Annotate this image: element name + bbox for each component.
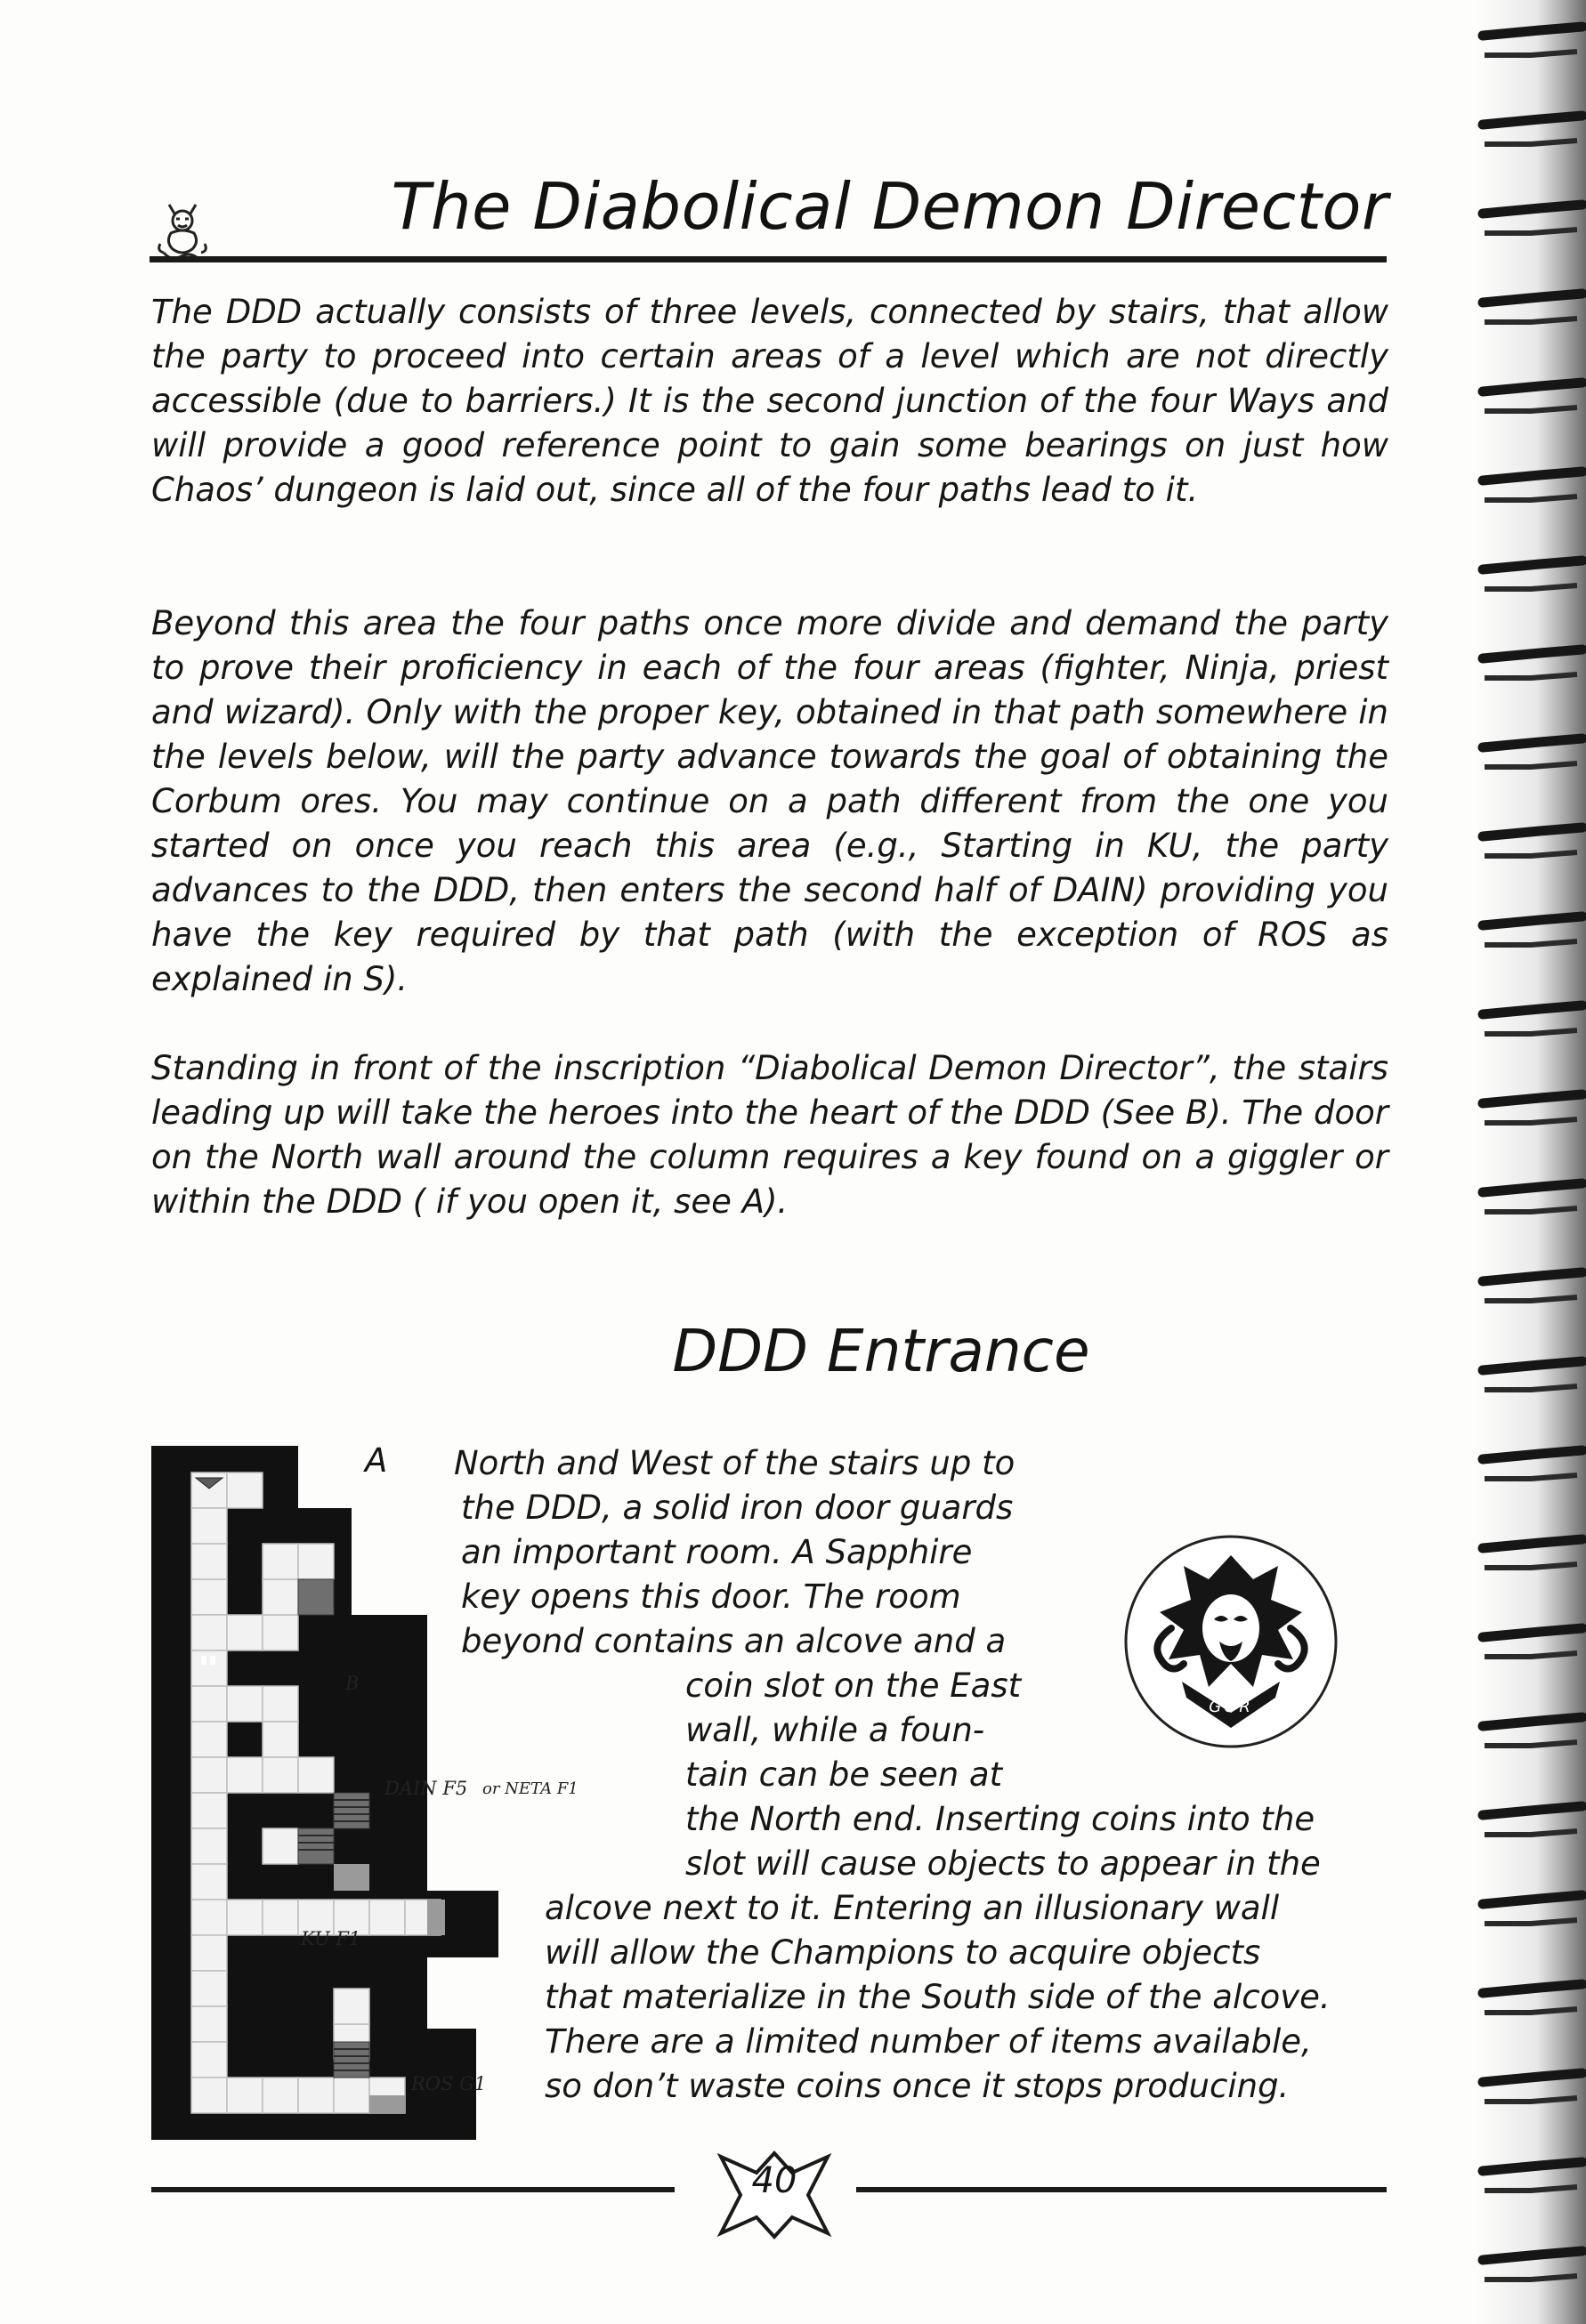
entry-line: There are a limited number of items available, xyxy=(545,2022,1312,2061)
spiral-binding xyxy=(1477,0,1586,2324)
entry-line: alcove next to it. Entering an illusionary wall xyxy=(545,1889,1280,1927)
page-title: The Diabolical Demon Director xyxy=(391,169,1388,244)
entry-line: North and West of the stairs up to xyxy=(454,1444,1016,1482)
map-label-neta: or NETA F1 xyxy=(482,1779,579,1798)
entry-line: will allow the Champions to acquire objects xyxy=(545,1933,1261,1972)
paragraph-inscription: Standing in front of the inscription “Diabolical Demon Director”, the stairs leading up will take the heroes into the heart of the DDD (See B). The door on the North wall around the column requires a key found on a giggler or within the DDD ( if you open it, see A). xyxy=(151,1049,1388,1221)
demon-icon xyxy=(151,194,214,265)
emblem-text: GOR xyxy=(1209,1698,1253,1716)
entry-line: coin slot on the East xyxy=(685,1666,1022,1705)
entry-line: beyond contains an alcove and a xyxy=(461,1622,1007,1660)
section-title: DDD Entrance xyxy=(672,1317,1090,1385)
footer-rule-left xyxy=(151,2187,675,2192)
entry-line: wall, while a foun- xyxy=(685,1711,985,1749)
map-label-ku: KU F1 xyxy=(301,1928,361,1949)
entry-letter: A xyxy=(365,1441,388,1480)
map-label-b: B xyxy=(345,1673,360,1694)
page-number: 40 xyxy=(751,2160,797,2201)
entry-line: key opens this door. The room xyxy=(461,1578,961,1616)
entry-line: so don’t waste coins once it stops producing. xyxy=(545,2067,1290,2105)
map-label-dain: DAIN F5 xyxy=(384,1778,468,1799)
paragraph-paths: Beyond this area the four paths once more divide and demand the party to prove their proficiency in each of the four areas (fighter, Ninja, priest and wizard). Only with the proper key, obtained in that path somewhere in the levels below, will the party advance towards the goal of obtaining the Corbum ores. You may continue on a path different from the one you started on once you reach this area (e.g., Starting in KU, the party advances to the DDD, then enters the second half of DAIN) providing you have the key required by that path (with the exception of ROS as explained in S). xyxy=(151,604,1388,998)
demon-emblem-icon xyxy=(1120,1530,1342,1753)
map-label-ros: ROS G1 xyxy=(411,2073,487,2094)
entry-line: the North end. Inserting coins into the xyxy=(685,1800,1315,1838)
entry-line: the DDD, a solid iron door guards xyxy=(461,1489,1014,1527)
footer-rule-right xyxy=(856,2187,1387,2192)
entry-line: tain can be seen at xyxy=(685,1755,1003,1794)
entry-line: an important room. A Sapphire xyxy=(461,1533,973,1571)
header-rule xyxy=(150,256,1387,262)
paragraph-overview: The DDD actually consists of three levels, connected by stairs, that allow the party to proceed into certain areas of a level which are not directly accessible (due to barriers.) It is the second junction of the four Ways and will provide a good reference point to gain some bearings on just how Chaos’ dungeon is laid out, since all of the four paths lead to it. xyxy=(151,293,1388,509)
entry-line: slot will cause objects to appear in the xyxy=(685,1844,1321,1883)
entry-line: that materialize in the South side of the alcove. xyxy=(545,1978,1331,2016)
